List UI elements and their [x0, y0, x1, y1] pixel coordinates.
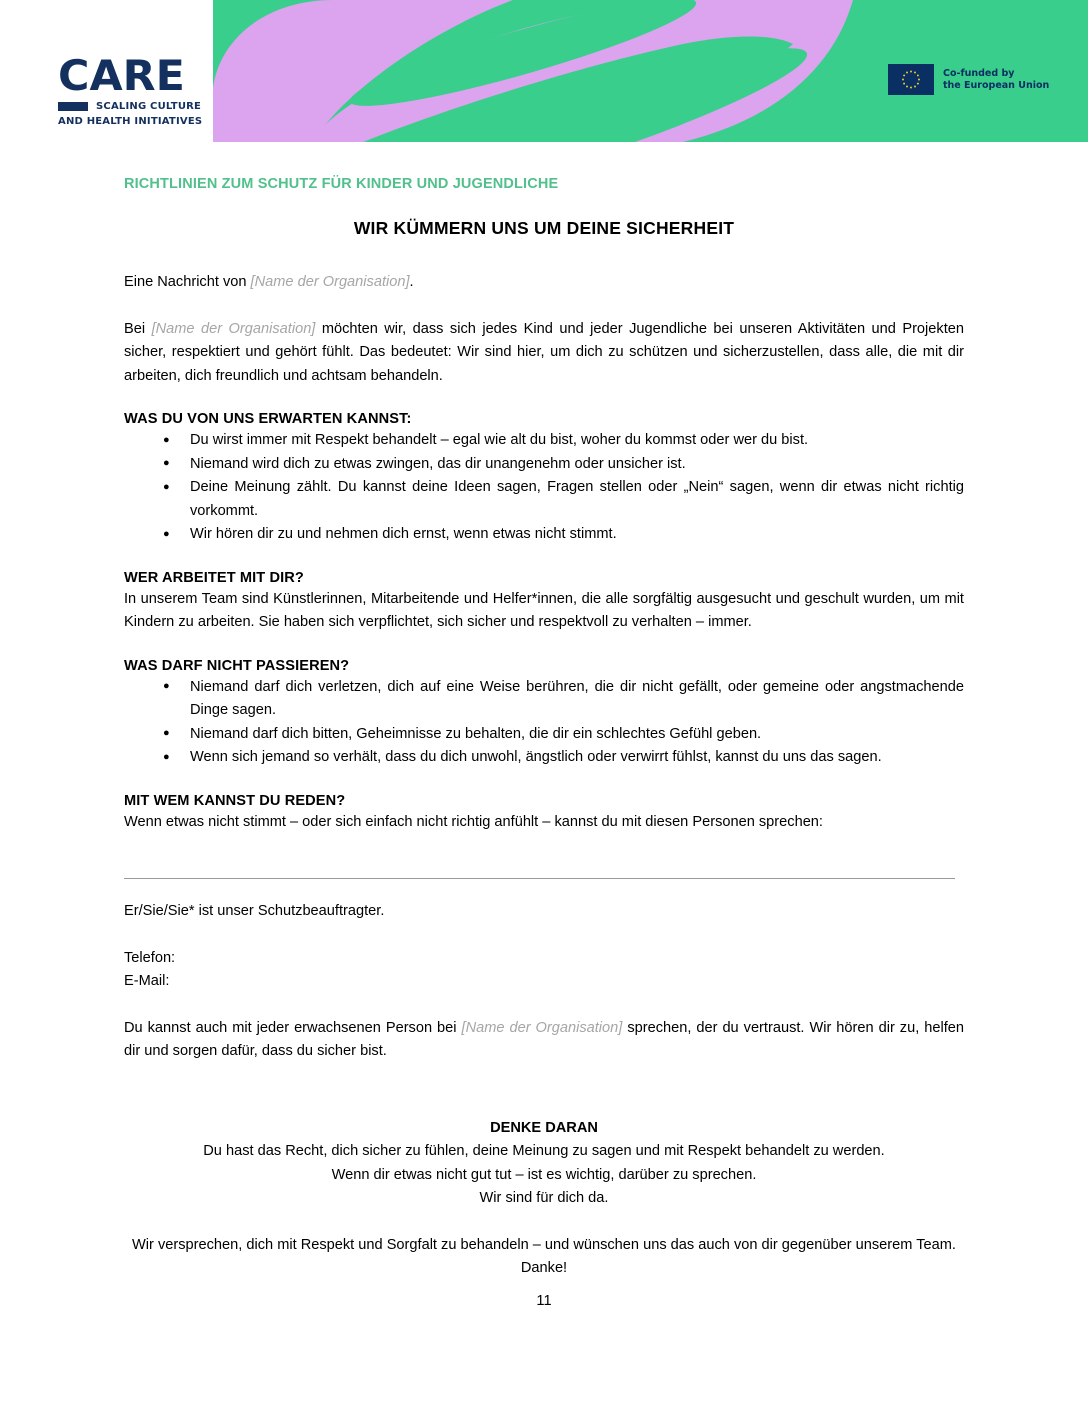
- care-tagline-row-1: [58, 101, 208, 112]
- list-item: ● Deine Meinung zählt. Du kannst deine Ideen sagen, Fragen stellen oder „Nein“ sagen, wenn dir etwas nicht richtig vorkommt.: [124, 476, 964, 523]
- care-logo: [58, 51, 208, 136]
- contact-role-line: Er/Sie/Sie* ist unser Schutzbeauftragter.: [124, 903, 385, 919]
- org-name-placeholder: [Name der Organisation]: [250, 274, 410, 290]
- page-header-banner: [0, 0, 1088, 142]
- intro-line: [124, 271, 964, 295]
- spacer: [124, 1094, 964, 1117]
- list-item: ● Du wirst immer mit Respekt behandelt – egal wie alt du bist, woher du kommst oder wer du bist.: [124, 429, 964, 453]
- eu-cofunding-text: [943, 68, 1049, 92]
- list-item: ● Wenn sich jemand so verhält, dass du dich unwohl, ängstlich oder verwirrt fühlst, kannst du uns das sagen.: [124, 746, 964, 770]
- contact-email-label: E-Mail:: [124, 973, 170, 989]
- paragraph-trusted-adult-prefix: Du kannst auch mit jeder erwachsenen Person bei: [124, 1019, 462, 1036]
- paragraph-welcome: [124, 318, 964, 389]
- care-tagline-line-2: AND HEALTH INITIATIVES: [58, 116, 203, 127]
- page-number: 11: [536, 1293, 552, 1309]
- eu-text-line-2: the European Union: [943, 79, 1050, 91]
- document-body: [124, 176, 964, 1281]
- spacer: [124, 547, 964, 570]
- document-eyebrow-heading: RICHTLINIEN ZUM SCHUTZ FÜR KINDER UND JUGENDLICHE: [124, 176, 559, 192]
- paragraph-trusted-adult: [124, 1017, 964, 1064]
- eu-flag-icon: [888, 64, 934, 95]
- remember-heading: DENKE DARAN: [490, 1119, 598, 1136]
- list-item: ● Niemand darf dich verletzen, dich auf eine Weise berühren, die dir nicht gefällt, oder gemeine oder angstmachende Dinge sagen.: [124, 676, 964, 723]
- care-tagline-line-1: SCALING CULTURE: [96, 101, 202, 112]
- closing-promise: Wir versprechen, dich mit Respekt und Sorgfalt zu behandeln – und wünschen uns das auch von dir gegenüber unserem Team. Danke!: [132, 1236, 956, 1276]
- intro-suffix: .: [409, 274, 414, 290]
- remember-line-3: Wir sind für dich da.: [479, 1190, 609, 1206]
- spacer: [124, 924, 964, 947]
- spacer: [124, 1211, 964, 1234]
- spacer: [124, 879, 964, 900]
- section-heading-who-works-with-you: WER ARBEITET MIT DIR?: [124, 569, 304, 586]
- remember-line-2: Wenn dir etwas nicht gut tut – ist es wichtig, darüber zu sprechen.: [331, 1166, 757, 1183]
- eu-text-line-1: Co-funded by: [943, 67, 1015, 79]
- org-name-placeholder: [Name der Organisation]: [151, 320, 316, 337]
- care-wordmark: CARE: [58, 51, 185, 100]
- list-item: ● Niemand wird dich zu etwas zwingen, das dir unangenehm oder unsicher ist.: [124, 453, 964, 477]
- bullet-list-expectations: [124, 429, 964, 547]
- spacer: [124, 994, 964, 1017]
- care-dash-mark: [58, 102, 88, 111]
- spacer: [124, 1064, 964, 1094]
- spacer: [124, 834, 964, 878]
- eu-stars-svg: [888, 64, 934, 95]
- list-item: ● Wir hören dir zu und nehmen dich ernst, wenn etwas nicht stimmt.: [124, 523, 964, 547]
- spacer: [124, 295, 964, 318]
- list-item: ● Niemand darf dich bitten, Geheimnisse zu behalten, die dir ein schlechtes Gefühl geben.: [124, 723, 964, 747]
- contact-phone-label: Telefon:: [124, 949, 176, 966]
- paragraph-who-to-talk-to: Wenn etwas nicht stimmt – oder sich einfach nicht richtig anfühlt – kannst du mit diesen Personen sprechen:: [124, 813, 823, 830]
- eu-cofunding-logo: [888, 64, 1049, 95]
- paragraph-welcome-suffix: möchten wir, dass sich jedes Kind und jeder Jugendliche bei unseren Aktivitäten und Projekten sicher, respektiert und gehört fühlt. Das bedeutet: Wir sind hier, um dich zu schützen und sicherzustellen, dass alle, die mit dir arbeiten, dich freundlich und achtsam behandeln.: [124, 320, 964, 384]
- paragraph-who-works-with-you: In unserem Team sind Künstlerinnen, Mitarbeitende und Helfer*innen, die alle sorgfältig ausgesucht und geschult wurden, um mit Kindern zu arbeiten. Sie haben sich verpflichtet, sich sicher und respektvoll zu verhalten – immer.: [124, 590, 964, 630]
- page-title: WIR KÜMMERN UNS UM DEINE SICHERHEIT: [353, 218, 735, 238]
- intro-prefix: Eine Nachricht von: [124, 274, 251, 290]
- org-name-placeholder: [Name der Organisation]: [461, 1019, 623, 1036]
- paragraph-trusted-adult-suffix: sprechen, der du vertraust. Wir hören dir zu, helfen dir und sorgen dafür, dass du sicher bist.: [124, 1019, 964, 1059]
- bullet-list-not-allowed: [124, 676, 964, 770]
- section-heading-not-allowed: WAS DARF NICHT PASSIEREN?: [124, 657, 350, 674]
- section-heading-expectations: WAS DU VON UNS ERWARTEN KANNST:: [124, 411, 412, 427]
- remember-line-1: Du hast das Recht, dich sicher zu fühlen, deine Meinung zu sagen und mit Respekt behandelt zu werden.: [203, 1143, 885, 1159]
- spacer: [124, 388, 964, 411]
- spacer: [124, 635, 964, 658]
- spacer: [124, 770, 964, 793]
- section-heading-who-to-talk-to: MIT WEM KANNST DU REDEN?: [124, 792, 346, 809]
- paragraph-welcome-prefix: Bei: [124, 320, 152, 337]
